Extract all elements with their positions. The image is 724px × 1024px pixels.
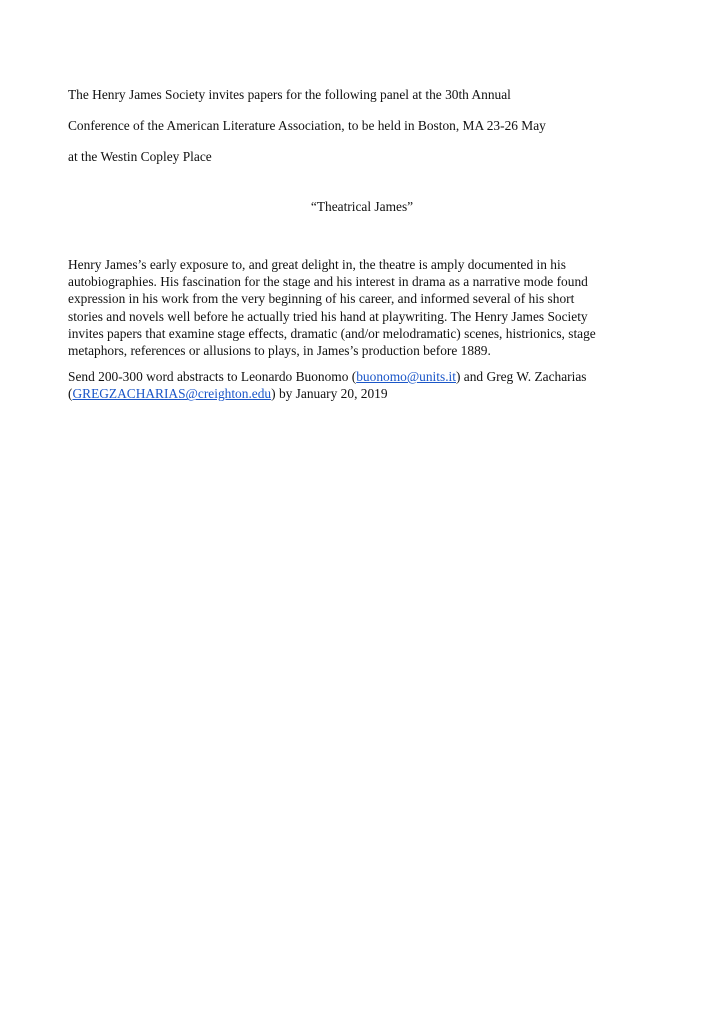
paragraph-line: metaphors, references or allusions to plays, in James’s production before 1889. — [68, 343, 491, 359]
submission-line-2 — [68, 385, 668, 402]
email-link-zacharias[interactable]: GREGZACHARIAS@creighton.edu — [72, 386, 272, 402]
intro-line-1: The Henry James Society invites papers for the following panel at the 30th Annual — [68, 87, 511, 102]
paragraph-line: stories and novels well before he actually tried his hand at playwriting. The Henry James Society — [68, 308, 588, 324]
body-block — [68, 256, 668, 403]
panel-title: “Theatrical James” — [310, 199, 414, 214]
paragraph-line: autobiographies. His fascination for the stage and his interest in drama as a narrative mode found — [68, 274, 588, 290]
paragraph-line: invites papers that examine stage effects, dramatic (and/or melodramatic) scenes, histrionics, stage — [68, 325, 596, 341]
email-link-buonomo[interactable]: buonomo@units.it — [356, 369, 456, 385]
paragraph-line: expression in his work from the very beginning of his career, and informed several of his short — [68, 291, 575, 307]
intro-line-2: Conference of the American Literature Association, to be held in Boston, MA 23-26 May — [68, 118, 546, 133]
intro-line-3: at the Westin Copley Place — [68, 149, 212, 164]
submission-suffix: ) by January 20, 2019 — [271, 386, 388, 402]
paragraph-line: Henry James’s early exposure to, and great delight in, the theatre is amply documented in his — [68, 257, 566, 272]
intro-block — [68, 86, 668, 179]
submission-middle: ) and Greg W. Zacharias — [455, 369, 587, 385]
submission-line-1 — [68, 368, 668, 385]
paragraph-spacer — [68, 359, 668, 368]
submission-prefix: Send 200-300 word abstracts to Leonardo Buonomo ( — [68, 369, 357, 385]
open-paren: ( — [68, 386, 73, 402]
